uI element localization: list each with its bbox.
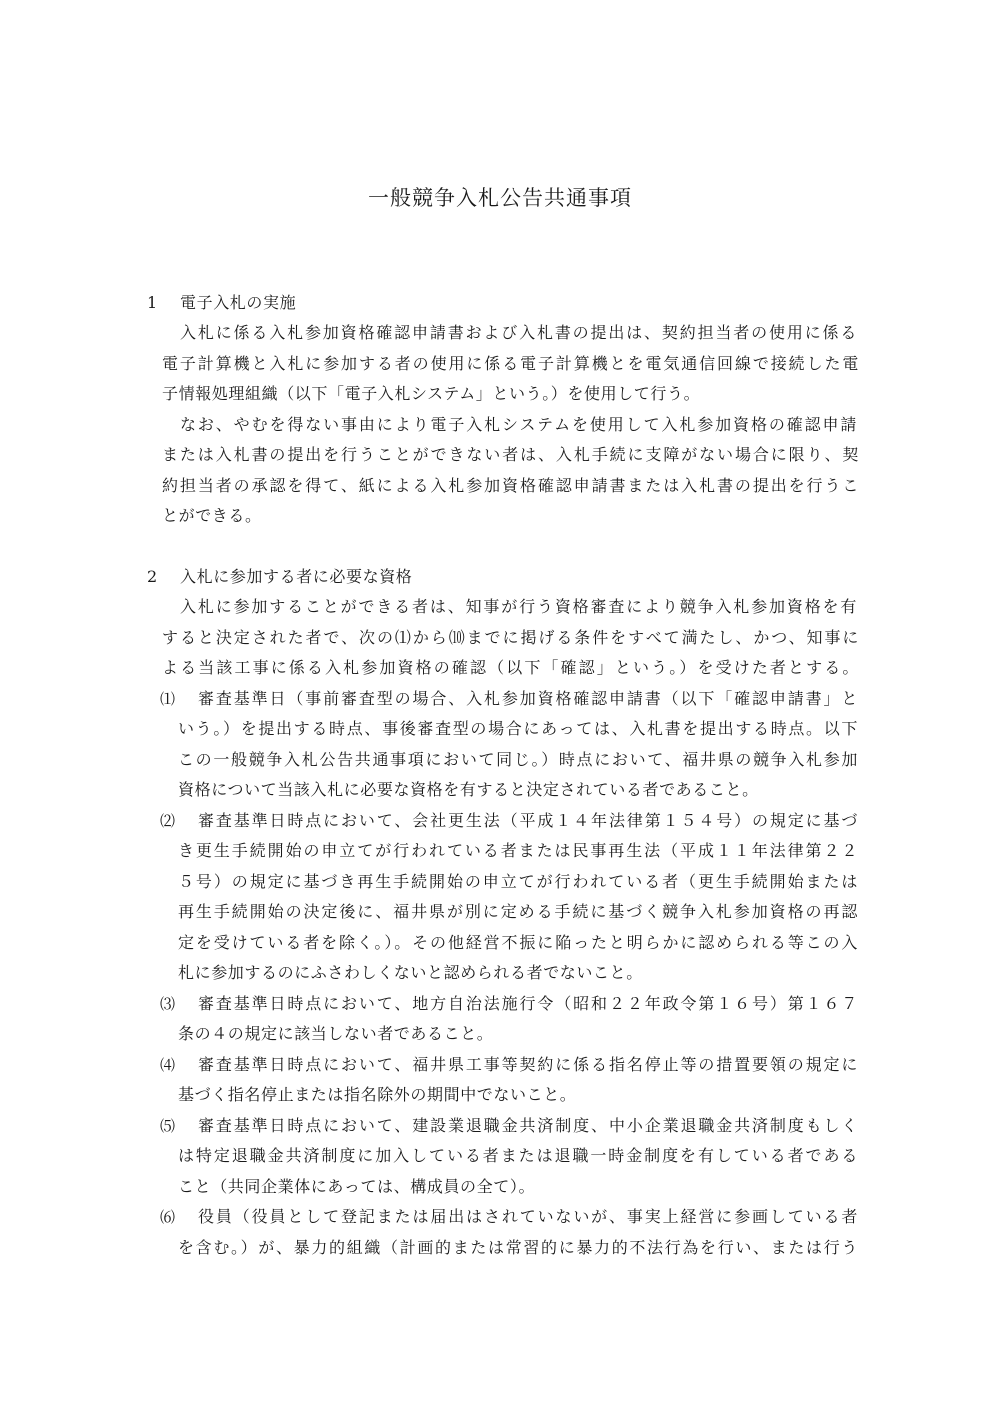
item-line: 審査基準日時点において、会社更生法（平成１４年法律第１５４号）の規定に基づ [198,811,858,830]
section-heading: 入札に参加する者に必要な資格 [180,567,413,586]
paragraph-line: 電子計算機と入札に参加する者の使用に係る電子計算機とを電気通信回線で接続した電 [162,354,859,373]
item-line: いう。）を提出する時点、事後審査型の場合にあっては、入札書を提出する時点。以下 [178,719,858,738]
item-line: 定を受けている者を除く。）。その他経営不振に陥ったと明らかに認められる等この入 [178,933,858,952]
item-marker: ⑹ [160,1208,176,1226]
paragraph-line: なお、やむを得ない事由により電子入札システムを使用して入札参加資格の確認申請 [180,415,857,434]
item-line: 審査基準日（事前審査型の場合、入札参加資格確認申請書（以下「確認申請書」と [198,689,858,708]
item-line: は特定退職金共済制度に加入している者または退職一時金制度を有している者である [178,1146,858,1165]
item-line: 審査基準日時点において、建設業退職金共済制度、中小企業退職金共済制度もしく [198,1116,858,1135]
item-line: こと（共同企業体にあっては、構成員の全て）。 [178,1177,536,1196]
item-marker: ⑸ [160,1117,176,1135]
item-marker: ⑵ [160,812,176,830]
paragraph-line: すると決定された者で、次の⑴から⑽までに掲げる条件をすべて満たし、かつ、知事に [162,628,859,647]
paragraph-line: 入札に参加することができる者は、知事が行う資格審査により競争入札参加資格を有 [180,597,857,616]
item-line: 役員（役員として登記または届出はされていないが、事実上経営に参画している者 [198,1207,858,1226]
item-marker: ⑴ [160,690,176,708]
item-marker: ⑶ [160,995,176,1013]
item-line: ５号）の規定に基づき再生手続開始の申立てが行われている者（更生手続開始または [178,872,858,891]
document-title: 一般競争入札公告共通事項 [368,186,632,210]
section-number: 2 [147,567,158,586]
item-line: を含む。）が、暴力的組織（計画的または常習的に暴力的不法行為を行い、または行う [178,1238,858,1257]
item-line: 審査基準日時点において、地方自治法施行令（昭和２２年政令第１６号）第１６７ [198,994,858,1013]
paragraph-line: 入札に係る入札参加資格確認申請書および入札書の提出は、契約担当者の使用に係る [180,323,857,342]
item-line: 再生手続開始の決定後に、福井県が別に定める手続に基づく競争入札参加資格の再認 [178,902,858,921]
item-line: 条の４の規定に該当しない者であること。 [178,1024,494,1043]
item-line: この一般競争入札公告共通事項において同じ。）時点において、福井県の競争入札参加 [178,750,858,769]
paragraph-line: 約担当者の承認を得て、紙による入札参加資格確認申請書または入札書の提出を行うこ [162,476,859,495]
item-line: 資格について当該入札に必要な資格を有すると決定されている者であること。 [178,780,759,799]
section-heading: 電子入札の実施 [180,293,297,312]
section-number: 1 [147,293,158,312]
paragraph-line: とができる。 [162,506,262,525]
item-line: 札に参加するのにふさわしくないと認められる者でないこと。 [178,963,643,982]
item-marker: ⑷ [160,1056,176,1074]
item-line: 基づく指名停止または指名除外の期間中でないこと。 [178,1085,577,1104]
paragraph-line: または入札書の提出を行うことができない者は、入札手続に支障がない場合に限り、契 [162,445,859,464]
item-line: き更生手続開始の申立てが行われている者または民事再生法（平成１１年法律第２２ [178,841,858,860]
item-line: 審査基準日時点において、福井県工事等契約に係る指名停止等の措置要領の規定に [198,1055,858,1074]
paragraph-line: 子情報処理組織（以下「電子入札システム」という。）を使用して行う。 [162,384,701,403]
paragraph-line: よる当該工事に係る入札参加資格の確認（以下「確認」という。）を受けた者とする。 [162,658,859,677]
